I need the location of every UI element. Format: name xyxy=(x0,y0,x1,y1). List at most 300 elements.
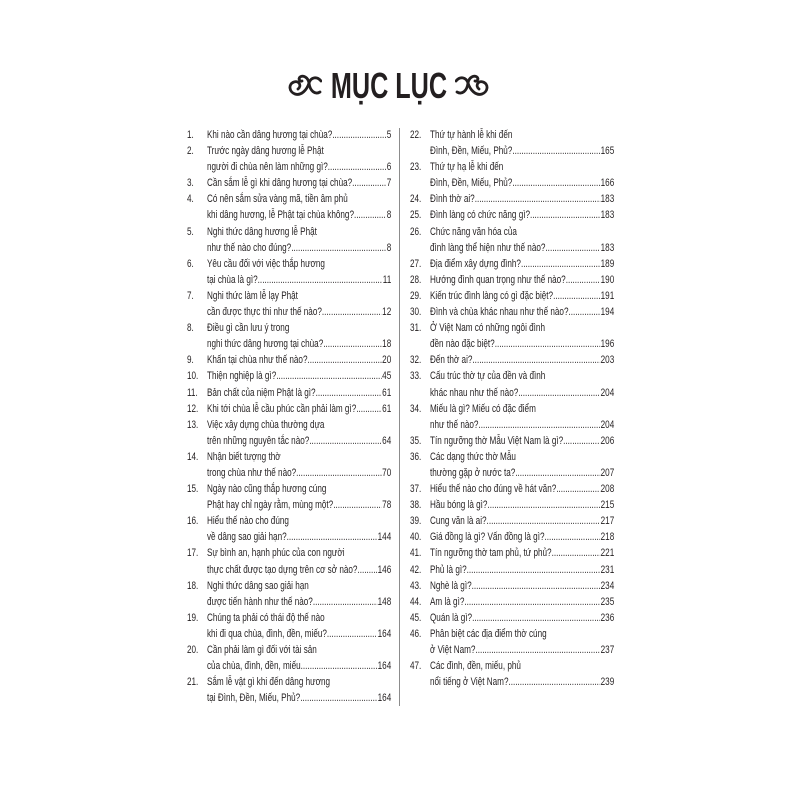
entry-line xyxy=(207,207,391,223)
entry-line xyxy=(207,513,391,529)
entry-page-number: 234 xyxy=(600,579,615,592)
entry-number: 36. xyxy=(410,450,422,463)
entry-page-number: 208 xyxy=(600,483,615,496)
dot-leader xyxy=(296,465,381,481)
entry-text xyxy=(207,224,391,256)
entry-text xyxy=(207,127,391,143)
entry-title-line: Hiểu thế nào cho đúng xyxy=(206,515,289,528)
entry-page-number: 164 xyxy=(377,692,392,705)
entry-text xyxy=(430,320,614,352)
toc-entry xyxy=(410,562,614,578)
entry-line xyxy=(430,449,614,465)
entry-text xyxy=(430,594,614,610)
dot-leader xyxy=(327,626,377,642)
entry-page-number: 164 xyxy=(377,627,392,640)
entry-line xyxy=(207,562,391,578)
entry-line xyxy=(207,578,391,594)
entry-page-number: 20 xyxy=(382,354,392,367)
entry-number: 4. xyxy=(187,193,194,206)
entry-page-number: 11 xyxy=(382,273,392,286)
entry-text xyxy=(430,401,614,433)
entry-page-number: 144 xyxy=(377,531,392,544)
entry-title-line: Cần sắm lễ gì khi dâng hương tại chùa? xyxy=(206,177,353,190)
dot-leader xyxy=(472,352,599,368)
entry-title-line: trong chùa như thế nào? xyxy=(206,466,297,479)
dot-leader xyxy=(566,272,600,288)
entry-page-number: 206 xyxy=(600,434,615,447)
dot-leader xyxy=(521,256,600,272)
dot-leader xyxy=(323,336,381,352)
entry-line xyxy=(430,385,614,401)
entry-text xyxy=(207,288,391,320)
dot-leader xyxy=(328,159,386,175)
entry-number: 32. xyxy=(410,354,422,367)
entry-line xyxy=(430,417,614,433)
entry-line xyxy=(207,352,391,368)
toc-entry xyxy=(410,304,614,320)
entry-title-line: như thế nào? xyxy=(429,418,479,431)
dot-leader xyxy=(332,127,386,143)
entry-number: 18. xyxy=(187,579,199,592)
entry-page-number: 12 xyxy=(382,306,392,319)
entry-title-line: Có nên sắm sửa vàng mã, tiền âm phủ xyxy=(206,193,348,206)
entry-text xyxy=(430,529,614,545)
dot-leader xyxy=(291,240,386,256)
entry-number: 38. xyxy=(410,499,422,512)
entry-number: 45. xyxy=(410,611,422,624)
entry-line xyxy=(430,465,614,481)
toc-entry xyxy=(187,610,391,642)
entry-number: 8. xyxy=(187,322,194,335)
entry-title-line: được tiến hành như thế nào? xyxy=(206,595,313,608)
entry-number: 42. xyxy=(410,563,422,576)
entry-text xyxy=(430,578,614,594)
entry-line xyxy=(207,401,391,417)
entry-title-line: Giá đồng là gì? Vấn đồng là gì? xyxy=(429,531,545,544)
entry-text xyxy=(207,449,391,481)
entry-title-line: Khi tới chùa lễ cầu phúc cần phải làm gì? xyxy=(206,402,357,415)
entry-page-number: 231 xyxy=(600,563,615,576)
entry-text xyxy=(430,224,614,256)
entry-page-number: 191 xyxy=(600,289,615,302)
dot-leader xyxy=(545,240,599,256)
entry-number: 33. xyxy=(410,370,422,383)
entry-line xyxy=(207,465,391,481)
entry-number: 31. xyxy=(410,322,422,335)
entry-line xyxy=(430,497,614,513)
entry-text xyxy=(207,417,391,449)
toc-entry xyxy=(410,159,614,191)
toc-entry xyxy=(410,352,614,368)
entry-line xyxy=(207,175,391,191)
entry-text xyxy=(207,385,391,401)
entry-title-line: Đình thờ ai? xyxy=(429,193,475,206)
entry-page-number: 8 xyxy=(386,209,392,222)
entry-line xyxy=(430,594,614,610)
entry-text xyxy=(207,401,391,417)
entry-line xyxy=(207,674,391,690)
entry-title-line: Am là gì? xyxy=(429,595,465,608)
toc-column-left xyxy=(187,127,391,706)
toc-entry xyxy=(187,320,391,352)
entry-title-line: Hướng đình quan trọng như thế nào? xyxy=(429,273,566,286)
entry-page-number: 204 xyxy=(600,386,615,399)
entry-number: 19. xyxy=(187,611,199,624)
entry-number: 6. xyxy=(187,257,194,270)
entry-title-line: Kiến trúc đình làng có gì đặc biệt? xyxy=(429,289,554,302)
dot-leader xyxy=(258,272,382,288)
entry-title-line: Nghi thức dâng hương lễ Phật xyxy=(206,225,317,238)
dot-leader xyxy=(530,207,600,223)
entry-line xyxy=(207,385,391,401)
entry-page-number: 70 xyxy=(382,466,392,479)
entry-title-line: Sắm lễ vật gì khi đến dâng hương xyxy=(206,676,331,689)
entry-page-number: 61 xyxy=(382,386,392,399)
entry-line xyxy=(430,191,614,207)
entry-text xyxy=(207,352,391,368)
entry-number: 39. xyxy=(410,515,422,528)
entry-title-line: Khi nào cần dâng hương tại chùa? xyxy=(206,129,333,141)
dot-leader xyxy=(515,465,600,481)
entry-line xyxy=(207,368,391,384)
entry-number: 30. xyxy=(410,306,422,319)
dot-leader xyxy=(475,642,599,658)
entry-line xyxy=(207,127,391,143)
entry-line xyxy=(207,658,391,674)
entry-line xyxy=(207,529,391,545)
dot-leader xyxy=(563,433,600,449)
entry-number: 15. xyxy=(187,483,199,496)
entry-text xyxy=(430,658,614,690)
entry-title-line: Phân biệt các địa điểm thờ cúng xyxy=(429,627,547,640)
entry-line xyxy=(207,481,391,497)
entry-line xyxy=(207,304,391,320)
entry-line xyxy=(430,127,614,143)
dot-leader xyxy=(518,385,600,401)
entry-number: 14. xyxy=(187,450,199,463)
toc-entry xyxy=(187,385,391,401)
entry-title-line: Trước ngày dâng hương lễ Phật xyxy=(206,145,324,158)
entry-page-number: 221 xyxy=(600,547,615,560)
entry-page-number: 18 xyxy=(382,338,392,351)
entry-number: 44. xyxy=(410,595,422,608)
entry-line xyxy=(430,143,614,159)
toc-entry xyxy=(187,449,391,481)
entry-line xyxy=(430,320,614,336)
entry-text xyxy=(430,610,614,626)
dot-leader xyxy=(322,304,382,320)
dot-leader xyxy=(552,545,600,561)
entry-number: 34. xyxy=(410,402,422,415)
entry-number: 21. xyxy=(187,676,199,689)
entry-line xyxy=(207,143,391,159)
entry-text xyxy=(430,352,614,368)
entry-text xyxy=(430,449,614,481)
entry-title-line: khi dâng hương, lễ Phật tại chùa không? xyxy=(206,209,354,222)
entry-number: 37. xyxy=(410,483,422,496)
dot-leader xyxy=(287,529,377,545)
fleuron-right-icon xyxy=(455,72,491,100)
entry-page-number: 215 xyxy=(600,499,615,512)
entry-line xyxy=(207,594,391,610)
entry-title-line: Chúng ta phải có thái độ thế nào xyxy=(206,611,325,624)
entry-text xyxy=(207,256,391,288)
entry-page-number: 148 xyxy=(377,595,392,608)
entry-title-line: nổi tiếng ở Việt Nam? xyxy=(429,676,509,689)
entry-title-line: Tín ngưỡng thờ tam phủ, tứ phủ? xyxy=(429,547,552,560)
dot-leader xyxy=(354,207,386,223)
entry-title-line: ở Việt Nam? xyxy=(429,644,476,656)
entry-text xyxy=(430,513,614,529)
toc-entry xyxy=(187,642,391,674)
toc-entry xyxy=(410,513,614,529)
dot-leader xyxy=(300,690,377,706)
dot-leader xyxy=(352,175,386,191)
entry-text xyxy=(430,545,614,561)
entry-number: 47. xyxy=(410,660,422,673)
entry-number: 22. xyxy=(410,129,422,141)
dot-leader xyxy=(568,304,599,320)
toc-entry xyxy=(187,256,391,288)
entry-title-line: Đình, Đền, Miếu, Phủ? xyxy=(429,145,513,158)
toc-entry xyxy=(410,433,614,449)
toc-entry xyxy=(410,368,614,400)
toc-entry xyxy=(410,578,614,594)
entry-line xyxy=(430,159,614,175)
toc-entry xyxy=(410,529,614,545)
entry-title-line: Đình, Đền, Miếu, Phủ? xyxy=(429,177,513,190)
entry-text xyxy=(207,143,391,175)
dot-leader xyxy=(487,513,600,529)
entry-line xyxy=(430,674,614,690)
entry-line xyxy=(207,642,391,658)
entry-page-number: 5 xyxy=(386,129,392,141)
entry-text xyxy=(207,481,391,513)
entry-text xyxy=(430,304,614,320)
entry-number: 35. xyxy=(410,434,422,447)
entry-page-number: 164 xyxy=(377,660,392,673)
entry-title-line: đền nào đặc biệt? xyxy=(429,338,495,351)
dot-leader xyxy=(556,481,600,497)
entry-title-line: Việc xây dựng chùa thường dựa xyxy=(206,418,325,431)
toc-title: MỤC LỤC xyxy=(330,65,448,106)
toc-entry xyxy=(410,481,614,497)
entry-text xyxy=(207,674,391,706)
toc-entry xyxy=(410,497,614,513)
entry-title-line: Đình và chùa khác nhau như thế nào? xyxy=(429,306,569,319)
entry-text xyxy=(430,256,614,272)
entry-title-line: Miếu là gì? Miếu có đặc điểm xyxy=(429,402,536,415)
entry-number: 27. xyxy=(410,257,422,270)
entry-page-number: 61 xyxy=(382,402,392,415)
toc-entry xyxy=(187,368,391,384)
entry-text xyxy=(207,320,391,352)
toc-entry xyxy=(187,401,391,417)
entry-line xyxy=(430,240,614,256)
entry-page-number: 194 xyxy=(600,306,615,319)
entry-line xyxy=(430,352,614,368)
dot-leader xyxy=(467,562,600,578)
entry-text xyxy=(207,610,391,642)
entry-number: 23. xyxy=(410,161,422,174)
entry-line xyxy=(430,288,614,304)
entry-title-line: nghi thức dâng hương tại chùa? xyxy=(206,338,324,351)
toc-entry xyxy=(410,224,614,256)
entry-page-number: 166 xyxy=(600,177,615,190)
entry-page-number: 183 xyxy=(600,209,615,222)
entry-text xyxy=(430,497,614,513)
entry-line xyxy=(207,224,391,240)
entry-page-number: 146 xyxy=(377,563,392,576)
entry-text xyxy=(207,175,391,191)
entry-page-number: 6 xyxy=(386,161,392,174)
toc-entry xyxy=(410,626,614,658)
dot-leader xyxy=(478,417,599,433)
entry-page-number: 203 xyxy=(600,354,615,367)
entry-line xyxy=(430,304,614,320)
entry-title-line: Nhận biết tượng thờ xyxy=(206,450,281,463)
toc-entry xyxy=(410,256,614,272)
dot-leader xyxy=(508,674,599,690)
toc-entry xyxy=(187,143,391,175)
entry-line xyxy=(430,336,614,352)
entry-text xyxy=(430,368,614,400)
entry-text xyxy=(207,368,391,384)
toc-entry xyxy=(187,224,391,256)
dot-leader xyxy=(301,658,377,674)
entry-page-number: 217 xyxy=(600,515,615,528)
entry-number: 40. xyxy=(410,531,422,544)
entry-title-line: Yêu cầu đối với việc thắp hương xyxy=(206,257,325,270)
dot-leader xyxy=(309,433,381,449)
entry-number: 41. xyxy=(410,547,422,560)
entry-title-line: Nghè là gì? xyxy=(429,579,472,592)
entry-text xyxy=(430,272,614,288)
entry-number: 29. xyxy=(410,289,422,302)
entry-page-number: 183 xyxy=(600,241,615,254)
dot-leader xyxy=(512,175,600,191)
entry-page-number: 207 xyxy=(600,466,615,479)
entry-line xyxy=(430,368,614,384)
entry-line xyxy=(207,191,391,207)
entry-title-line: tại chùa là gì? xyxy=(206,273,258,286)
entry-line xyxy=(207,690,391,706)
entry-title-line: Địa điểm xây dựng đình? xyxy=(429,257,521,270)
entry-title-line: Hầu bóng là gì? xyxy=(429,499,488,512)
toc-entry xyxy=(410,207,614,223)
entry-title-line: Khấn tại chùa như thế nào? xyxy=(206,354,308,367)
entry-line xyxy=(207,336,391,352)
entry-line xyxy=(430,401,614,417)
entry-title-line: của chùa, đình, đền, miếu xyxy=(206,660,301,673)
entry-title-line: Sự bình an, hạnh phúc của con người xyxy=(206,547,345,560)
entry-title-line: Hiểu thế nào cho đúng về hát văn? xyxy=(429,483,557,496)
toc-entry xyxy=(410,191,614,207)
entry-page-number: 196 xyxy=(600,338,615,351)
entry-text xyxy=(430,127,614,159)
entry-line xyxy=(207,417,391,433)
entry-line xyxy=(430,207,614,223)
entry-title-line: Ở Việt Nam có những ngôi đình xyxy=(429,322,545,335)
entry-title-line: Quán là gì? xyxy=(429,611,473,624)
toc-entry xyxy=(410,658,614,690)
toc-entry xyxy=(410,545,614,561)
dot-leader xyxy=(495,336,600,352)
entry-title-line: Các đình, đền, miếu, phủ xyxy=(429,660,521,673)
entry-text xyxy=(207,191,391,223)
entry-number: 10. xyxy=(187,370,199,383)
toc-entry xyxy=(410,272,614,288)
entry-number: 46. xyxy=(410,627,422,640)
toc-entry xyxy=(187,545,391,577)
entry-text xyxy=(207,642,391,674)
entry-number: 28. xyxy=(410,273,422,286)
entry-page-number: 78 xyxy=(382,499,392,512)
toc-entry xyxy=(187,127,391,143)
entry-number: 7. xyxy=(187,289,194,302)
dot-leader xyxy=(333,497,381,513)
entry-number: 20. xyxy=(187,644,199,656)
entry-text xyxy=(430,191,614,207)
entry-title-line: như thế nào cho đúng? xyxy=(206,241,292,254)
entry-line xyxy=(207,159,391,175)
entry-page-number: 7 xyxy=(386,177,392,190)
entry-line xyxy=(207,272,391,288)
entry-number: 17. xyxy=(187,547,199,560)
entry-number: 12. xyxy=(187,402,199,415)
dot-leader xyxy=(356,401,381,417)
dot-leader xyxy=(553,288,600,304)
toc-entry xyxy=(410,288,614,304)
toc-entry xyxy=(187,175,391,191)
entry-text xyxy=(207,545,391,577)
dot-leader xyxy=(313,594,377,610)
dot-leader xyxy=(316,385,382,401)
entry-line xyxy=(207,497,391,513)
entry-line xyxy=(430,256,614,272)
entry-number: 24. xyxy=(410,193,422,206)
entry-number: 3. xyxy=(187,177,194,190)
entry-title-line: Phủ là gì? xyxy=(429,563,467,576)
toc-entry xyxy=(187,352,391,368)
entry-line xyxy=(430,481,614,497)
entry-line xyxy=(430,578,614,594)
entry-line xyxy=(207,433,391,449)
entry-title-line: trên những nguyên tắc nào? xyxy=(206,434,310,447)
entry-line xyxy=(430,175,614,191)
entry-page-number: 189 xyxy=(600,257,615,270)
entry-title-line: người đi chùa nên làm những gì? xyxy=(206,161,328,174)
entry-page-number: 183 xyxy=(600,193,615,206)
entry-line xyxy=(207,449,391,465)
entry-number: 11. xyxy=(187,386,198,399)
entry-line xyxy=(430,433,614,449)
entry-text xyxy=(430,562,614,578)
entry-title-line: Ngày nào cũng thắp hương cúng xyxy=(206,483,327,496)
entry-page-number: 204 xyxy=(600,418,615,431)
entry-title-line: tại Đình, Đền, Miếu, Phủ? xyxy=(206,692,301,705)
entry-line xyxy=(207,610,391,626)
entry-number: 43. xyxy=(410,579,422,592)
entry-page-number: 8 xyxy=(386,241,392,254)
entry-text xyxy=(430,159,614,191)
entry-title-line: Phật hay chỉ ngày rằm, mùng một? xyxy=(206,499,334,512)
dot-leader xyxy=(487,497,599,513)
entry-line xyxy=(430,658,614,674)
dot-leader xyxy=(357,562,376,578)
entry-title-line: Thứ tự hành lễ khi đến xyxy=(429,129,513,141)
entry-text xyxy=(430,433,614,449)
